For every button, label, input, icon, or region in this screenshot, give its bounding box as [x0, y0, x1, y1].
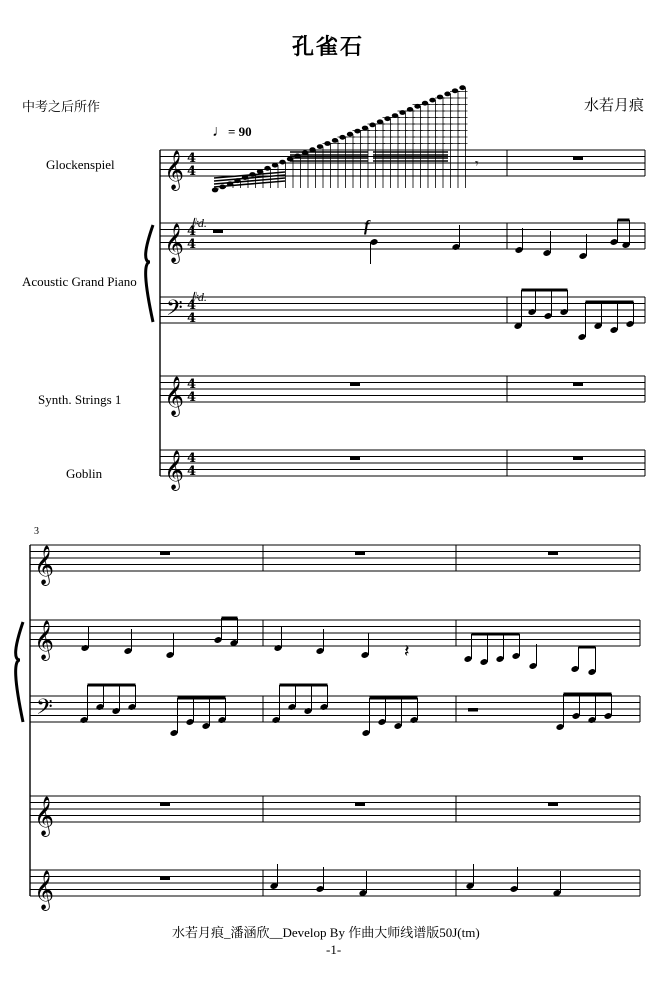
time-sig-denominator: 4 — [187, 464, 197, 479]
whole-rest — [213, 230, 223, 234]
tempo-value: = 90 — [228, 124, 252, 139]
eighth-rest: 𝄾 — [475, 156, 479, 172]
glock-note — [437, 95, 443, 100]
dynamic-forte: f — [364, 218, 370, 235]
composer-name: 水若月痕 — [584, 96, 645, 114]
time-sig-numerator: 4 — [187, 298, 197, 313]
glock-note — [332, 138, 338, 143]
glock-note — [384, 116, 390, 121]
time-sig-denominator: 4 — [187, 237, 197, 252]
instrument-label-glockenspiel: Glockenspiel — [46, 157, 115, 172]
time-sig-numerator: 4 — [187, 151, 197, 166]
time-sig-numerator: 4 — [187, 451, 197, 466]
page-title: 孔雀石 — [292, 35, 365, 60]
treble-clef: 𝄞 — [34, 545, 55, 585]
glock-note — [347, 132, 353, 137]
whole-rest — [355, 552, 365, 556]
half-rest — [468, 708, 478, 712]
treble-clef: 𝄞 — [164, 150, 185, 190]
time-sig-denominator: 4 — [187, 390, 197, 405]
whole-rest — [350, 383, 360, 387]
whole-rest — [573, 383, 583, 387]
glock-note — [257, 169, 263, 174]
time-sig-numerator: 4 — [187, 377, 197, 392]
glock-note — [264, 166, 270, 171]
quarter-note-icon: ♩ — [212, 123, 228, 140]
glock-note — [362, 126, 368, 131]
glock-note — [317, 144, 323, 149]
whole-rest — [573, 457, 583, 461]
glock-note — [429, 98, 435, 103]
glock-beam — [214, 172, 285, 178]
time-sig-denominator: 4 — [187, 311, 197, 326]
whole-rest — [355, 803, 365, 807]
whole-rest — [548, 552, 558, 556]
treble-clef: 𝄞 — [164, 450, 185, 490]
treble-clef: 𝄞 — [34, 796, 55, 836]
instrument-label-strings: Synth. Strings 1 — [38, 392, 122, 407]
treble-clef: 𝄞 — [34, 870, 55, 910]
quarter-rest: 𝄽 — [404, 641, 410, 662]
piano-brace-2 — [16, 622, 23, 722]
whole-rest — [548, 803, 558, 807]
time-sig-denominator: 4 — [187, 164, 197, 179]
subtitle-note: 中考之后所作 — [22, 100, 101, 115]
whole-rest — [160, 552, 170, 556]
glock-note — [377, 119, 383, 124]
glock-note — [354, 129, 360, 134]
treble-clef: 𝄞 — [34, 620, 55, 660]
bass-clef: 𝄢 — [36, 695, 53, 725]
glock-note — [422, 101, 428, 106]
instrument-label-piano: Acoustic Grand Piano — [22, 274, 137, 289]
treble-clef: 𝄞 — [164, 376, 185, 416]
bass-clef: 𝄢 — [166, 296, 183, 326]
glock-note — [212, 188, 218, 193]
footer-credit: 水若月痕_潘涵欣__Develop By 作曲大师线谱版50J(tm) — [172, 925, 480, 940]
measure-number: 3 — [34, 526, 39, 537]
glock-note — [369, 123, 375, 128]
time-sig-numerator: 4 — [187, 224, 197, 239]
instrument-label-goblin: Goblin — [66, 466, 103, 481]
glock-beam — [214, 178, 285, 184]
whole-rest — [160, 877, 170, 881]
glock-note — [272, 163, 278, 168]
whole-rest — [160, 803, 170, 807]
glock-note — [279, 160, 285, 165]
glock-beam — [214, 181, 285, 187]
pedal-mark-bass: 𝄆d. — [192, 290, 207, 304]
glock-note — [459, 85, 465, 90]
page-number: -1- — [326, 942, 342, 957]
pedal-mark-treble: 𝄆d. — [192, 216, 207, 230]
treble-clef: 𝄞 — [164, 223, 185, 263]
whole-rest — [350, 457, 360, 461]
whole-rest — [573, 157, 583, 161]
glock-note — [444, 92, 450, 97]
piano-brace — [146, 225, 153, 322]
glock-note — [452, 88, 458, 93]
